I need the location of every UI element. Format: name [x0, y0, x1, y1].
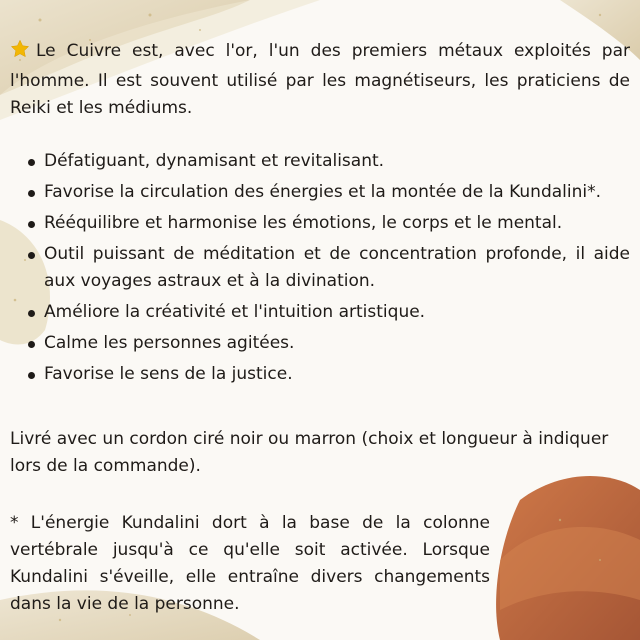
- kundalini-footnote: * L'énergie Kundalini dort à la base de la colonne vertébrale jusqu'à ce qu'elle soit activée. Lorsque Kundalini s'éveille, elle entraîne divers changements dans la vie de la personne.: [10, 513, 490, 614]
- intro-text: Le Cuivre est, avec l'or, l'un des premiers métaux exploités par l'homme. Il est souvent utilisé par les magnétiseurs, les praticiens de Reiki et les médiums.: [10, 41, 630, 118]
- benefits-list: [26, 148, 630, 392]
- list-item: Améliore la créativité et l'intuition artistique.: [26, 299, 630, 326]
- list-item: Favorise le sens de la justice.: [26, 361, 630, 388]
- list-item: Outil puissant de méditation et de concentration profonde, il aide aux voyages astraux et à la divination.: [26, 241, 630, 295]
- delivery-note: Livré avec un cordon ciré noir ou marron (choix et longueur à indiquer lors de la commande).: [10, 429, 609, 476]
- list-item: Favorise la circulation des énergies et la montée de la Kundalini*.: [26, 179, 630, 206]
- star-icon: [10, 39, 30, 68]
- list-item: Calme les personnes agitées.: [26, 330, 630, 357]
- list-item: Rééquilibre et harmonise les émotions, le corps et le mental.: [26, 210, 630, 237]
- intro-paragraph: [10, 38, 630, 122]
- list-item: Défatiguant, dynamisant et revitalisant.: [26, 148, 630, 175]
